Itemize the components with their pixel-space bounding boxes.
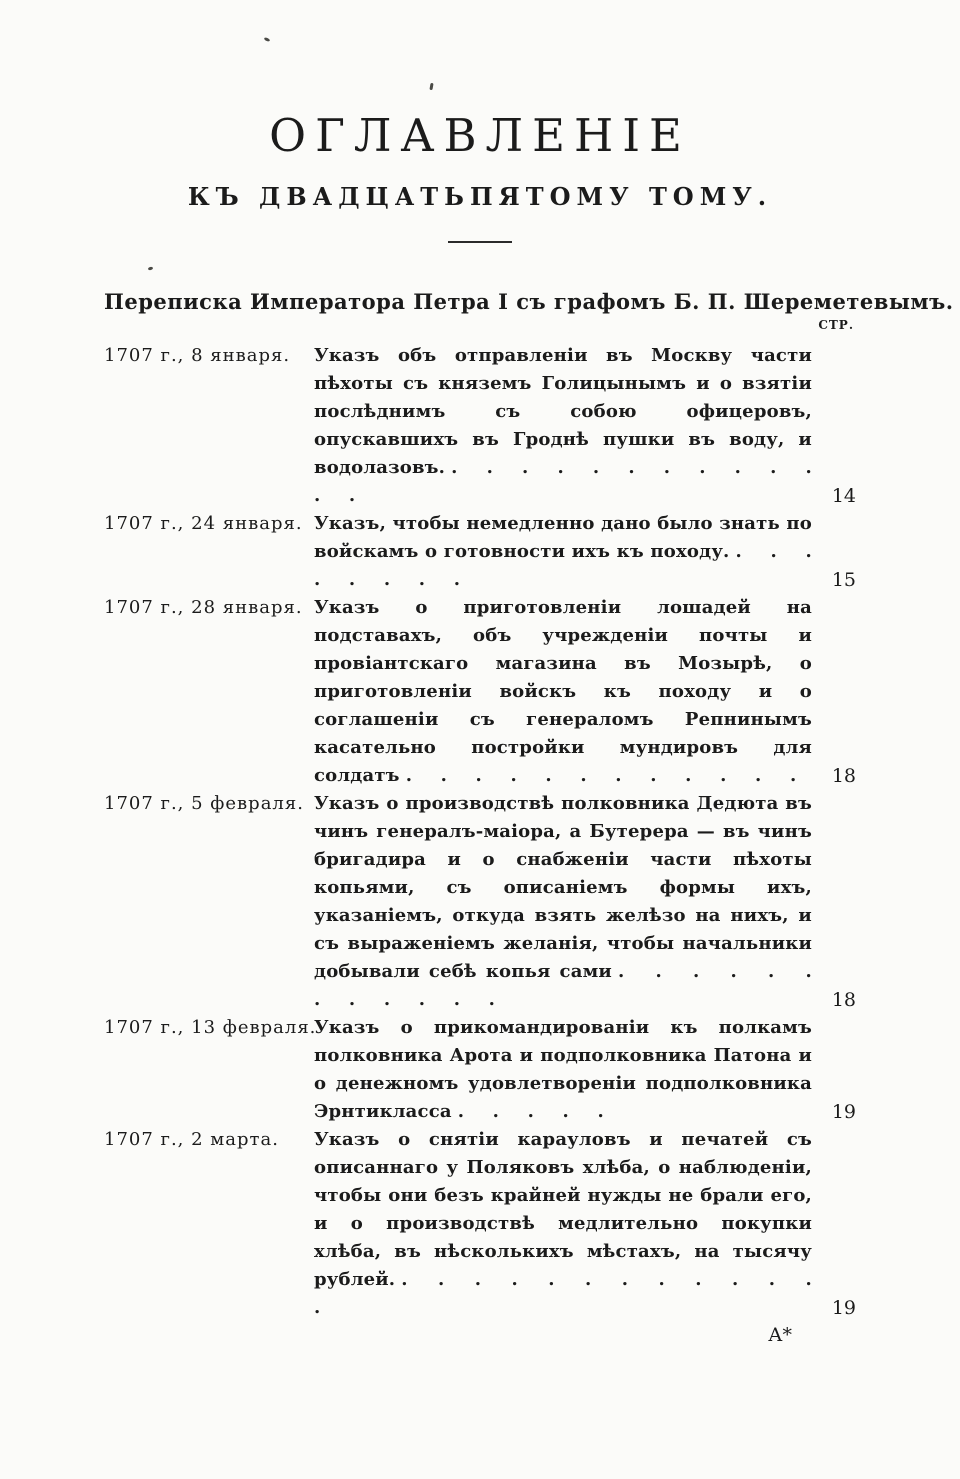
- toc-entry: [104, 790, 856, 1014]
- entry-text: [314, 790, 812, 1014]
- section-heading: Переписка Императора Петра I съ графомъ Б. П. Шереметевымъ.: [104, 288, 954, 314]
- entry-date: 1707 г., 24 января.: [104, 512, 303, 534]
- toc-entry: [104, 342, 856, 510]
- toc-entry: [104, 594, 856, 790]
- toc-entry: [104, 1014, 856, 1126]
- entry-page-number: 18: [831, 988, 856, 1011]
- dot-leader: . . . . . . . . . . . . .: [314, 456, 812, 506]
- divider-rule: [448, 241, 512, 243]
- dot-leader: . . . . . . . . . . . .: [314, 960, 812, 1010]
- entry-date: 1707 г., 13 февраля.: [104, 1016, 317, 1038]
- entry-date: 1707 г., 8 января.: [104, 344, 291, 366]
- entry-date: 1707 г., 2 марта.: [104, 1128, 279, 1150]
- dot-leader: . . . . . . . . . . . . .: [314, 1268, 812, 1318]
- toc-entry: [104, 510, 856, 594]
- toc-entry: [104, 1126, 856, 1322]
- page-column-label: СТР.: [818, 317, 854, 332]
- entry-text: [314, 510, 812, 594]
- entry-text: [314, 594, 812, 790]
- entry-page-number: 14: [831, 484, 856, 507]
- entry-text: [314, 1126, 812, 1322]
- entry-page-number: 18: [831, 764, 856, 787]
- entry-description: Указъ, чтобы немедленно дано было знать по войскамъ о готовности ихъ къ походу.: [314, 512, 812, 562]
- page-content: [104, 0, 954, 1346]
- entry-date: 1707 г., 5 февраля.: [104, 792, 304, 814]
- entry-text: [314, 342, 812, 510]
- page-subtitle: КЪ ДВАДЦАТЬПЯТОМУ ТОМУ.: [187, 181, 773, 211]
- entry-description: Указъ объ отправленіи въ Москву части пѣхоты съ княземъ Голицынымъ и о взятіи послѣднимъ съ собою офицеровъ, опускавшихъ въ Гроднѣ пушки въ воду, и водолазовъ.: [314, 344, 812, 478]
- entry-description: Указъ о приготовленіи лошадей на подставахъ, объ учрежденіи почты и провіантскаго магазина въ Мозырѣ, о приготовленіи войскъ къ походу и о соглашеніи съ генераломъ Репнинымъ касательно постройки мундировъ для солдатъ: [314, 596, 812, 786]
- entry-page-number: 19: [831, 1100, 856, 1123]
- page-title: ОГЛАВЛЕНІЕ: [269, 109, 691, 162]
- entry-page-number: 19: [831, 1296, 856, 1319]
- entry-text: [314, 1014, 812, 1126]
- entry-date: 1707 г., 28 января.: [104, 596, 303, 618]
- signature-mark: А*: [768, 1323, 792, 1346]
- entry-description: Указъ о снятіи карауловъ и печатей съ описаннаго у Поляковъ хлѣба, о наблюденіи, чтобы они безъ крайней нужды не брали его, и о производствѣ медлительно покупки хлѣба, въ нѣсколькихъ мѣстахъ, на тысячу рублей.: [314, 1128, 812, 1290]
- toc-entries: [104, 342, 856, 1322]
- entry-page-number: 15: [831, 568, 856, 591]
- entry-description: Указъ о прикомандированіи къ полкамъ полковника Арота и подполковника Патона и о денежномъ удовлетвореніи подполковника Эрнтикласса: [314, 1016, 812, 1122]
- entry-description: Указъ о производствѣ полковника Дедюта въ чинъ генералъ-маіора, а Бутерера — въ чинъ бригадира и о снабженіи части пѣхоты копьями, съ описаніемъ формы ихъ, указаніемъ, откуда взять желѣзо на нихъ, и съ выраженіемъ желанія, чтобы начальники добывали себѣ копья сами: [314, 792, 812, 982]
- dot-leader: . . . . . . . .: [314, 540, 812, 590]
- dot-leader: . . . . .: [457, 1100, 604, 1122]
- dot-leader: . . . . . . . . . . . .: [405, 764, 797, 786]
